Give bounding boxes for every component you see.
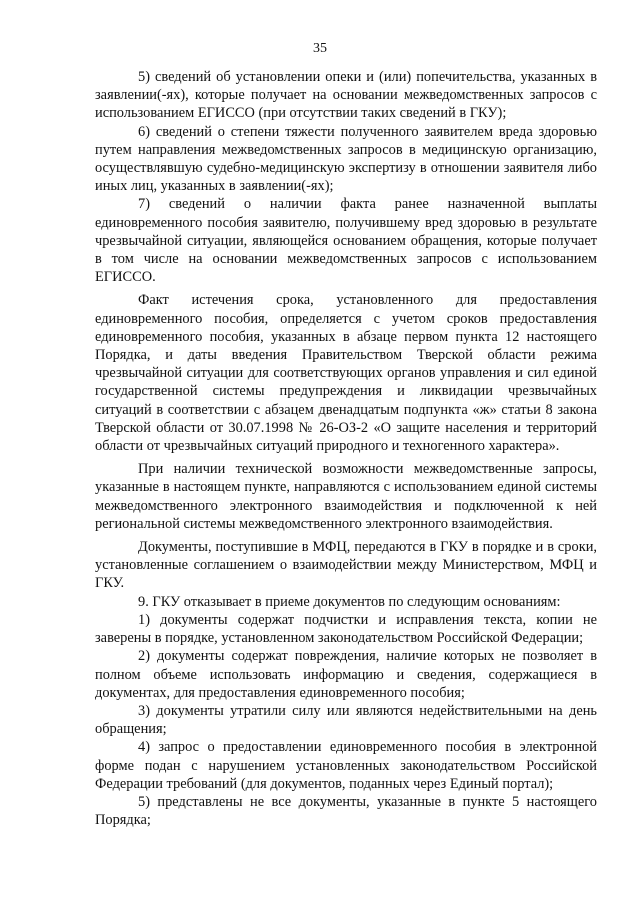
paragraph-item-5-guardianship: 5) сведений об установлении опеки и (или) попечительства, указанных в заявлении(-ях), которые получает на основании межведомственных запросов с использованием ЕГИССО (при отсутствии таких сведений в ГКУ);: [95, 69, 597, 122]
paragraph-refusal-1: 1) документы содержат подчистки и исправления текста, копии не заверены в порядке, установленном законодательством Российской Федерации;: [95, 611, 597, 647]
page-number: 35: [313, 41, 327, 56]
paragraph-electronic-requests: При наличии технической возможности межведомственные запросы, указанные в настоящем пункте, направляются с использованием единой системы межведомственного электронного взаимодействия и подключенной к ней региональной системы межведомственного электронного взаимодействия.: [95, 461, 597, 532]
paragraph-refusal-4: 4) запрос о предоставлении единовременного пособия в электронной форме подан с нарушением установленных законодательством Российской Федерации требований (для документов, поданных через Единый портал);: [95, 739, 597, 792]
paragraph-refusal-2: 2) документы содержат повреждения, наличие которых не позволяет в полном объеме использовать информацию и сведения, содержащиеся в документах, для предоставления единовременного пособия;: [95, 648, 597, 701]
paragraph-section-9-heading: 9. ГКУ отказывает в приеме документов по следующим основаниям:: [138, 593, 561, 610]
paragraph-deadline-fact: Факт истечения срока, установленного для предоставления единовременного пособия, определяется с учетом сроков предоставления единовременного пособия, указанных в абзаце первом пункта 12 настоящего Порядка, и даты введения Правительством Тверской области режима чрезвычайной ситуации для соответствующих органов управления и сил единой государственной системы предупреждения и ликвидации чрезвычайных ситуаций в соответствии с абзацем двенадцатым подпункта «ж» статьи 8 закона Тверской области от 30.07.1998 № 26-ОЗ-2 «О защите населения и территорий области от чрезвычайных ситуаций природного и техногенного характера».: [95, 292, 597, 455]
paragraph-item-6-health-harm: 6) сведений о степени тяжести полученного заявителем вреда здоровью путем направления межведомственных запросов в медицинскую организацию, осуществлявшую судебно-медицинскую экспертизу в отношении заявителя либо иных лиц, указанных в заявлении(-ях);: [95, 123, 597, 195]
paragraph-item-7-prior-payment: 7) сведений о наличии факта ранее назначенной выплаты единовременного пособия заявителю, получившему вред здоровью в результате чрезвычайной ситуации, являющейся основанием обращения, которые получает в том числе на основании межведомственных запросов с использованием ЕГИССО.: [95, 196, 597, 286]
paragraph-mfc-documents: Документы, поступившие в МФЦ, передаются в ГКУ в порядке и в сроки, установленные соглашением о взаимодействии между Министерством, МФЦ и ГКУ.: [95, 539, 597, 592]
paragraph-refusal-3: 3) документы утратили силу или являются недействительными на день обращения;: [95, 702, 597, 738]
body-text: [95, 68, 597, 829]
paragraph-refusal-5: 5) представлены не все документы, указанные в пункте 5 настоящего Порядка;: [95, 793, 597, 829]
